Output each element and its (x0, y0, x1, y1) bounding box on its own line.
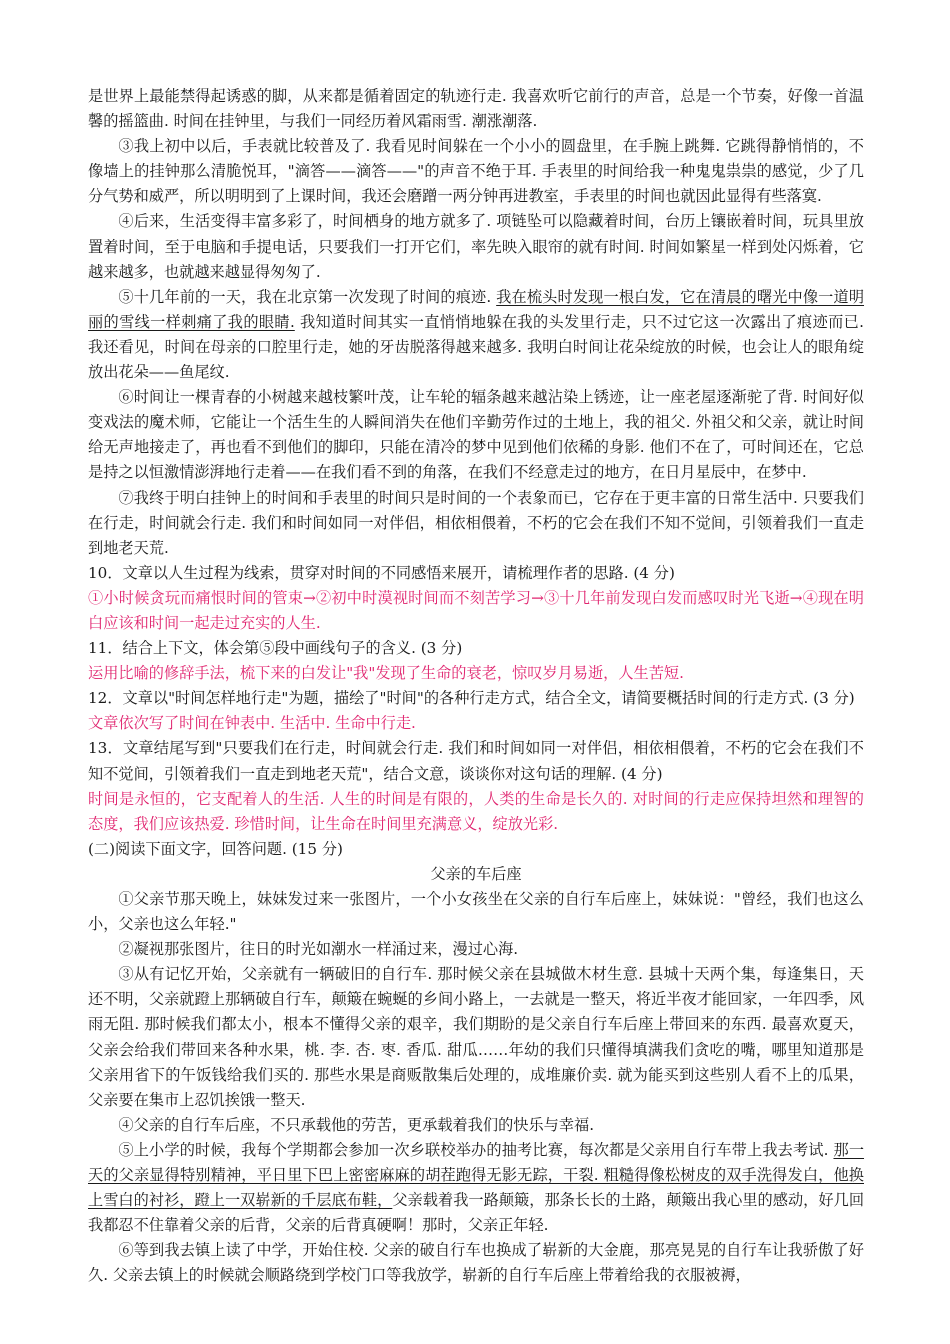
article-paragraph-2: ②凝视那张图片，往日的时光如潮水一样涌过来，漫过心海. (118, 940, 519, 959)
passage-paragraph-5 (88, 285, 864, 385)
passage-paragraph-3: ③我上初中以后，手表就比较普及了. 我看见时间躲在一个小小的圆盘里，在手腕上跳舞. 它跳得静悄悄的，不像墙上的挂钟那么清脆悦耳，"滴答——滴答——"的声音不绝于耳. 手表里的时间给我一种鬼鬼祟祟的感觉，少了几分气势和威严，所以明明到了上课时间，我还会磨蹭一两分钟再进教室，手表里的时间也就因此显得有些落寞. (88, 137, 864, 206)
article-underlined-sentence: 那一天的父亲显得特别精神，平日里下巴上密密麻麻的胡茬跑得无影无踪，干裂. 粗糙得像松树皮的双手洗得发白，他换上雪白的衬衫，蹬上一双崭新的千层底布鞋， (88, 1140, 865, 1210)
article-paragraph-6: ⑥等到我去镇上读了中学，开始住校. 父亲的破自行车也换成了崭新的大金鹿，那亮晃晃的自行车让我骄傲了好久. 父亲去镇上的时候就会顺路绕到学校门口等我放学，崭新的自行车后座上带着给我的衣服被褥， (88, 1241, 864, 1285)
answer-10: ①小时候贪玩而痛恨时间的管束→②初中时漠视时间而不刻苦学习→③十几年前发现白发而感叹时光飞逝→④现在明白应该和时间一起走过充实的人生. (88, 588, 864, 632)
passage-paragraph-6: ⑥时间让一棵青春的小树越来越枝繁叶茂，让车轮的辐条越来越沾染上锈迹，让一座老屋逐渐驼了背. 时间好似变戏法的魔术师，它能让一个活生生的人瞬间消失在他们辛勤劳作过的土地上，我的祖父. 外祖父和父亲，就让时间给无声地接走了，再也看不到他们的脚印，只能在清冷的梦中见到他们依稀的身影. 他们不在了，可时间还在，它总是持之以恒激情澎湃地行走着——在我们看不到的角落，在我们不经意走过的地方，在日月星辰中，在梦中. (88, 388, 864, 482)
passage-paragraph-7: ⑦我终于明白挂钟上的时间和手表里的时间只是时间的一个表象而已，它存在于更丰富的日常生活中. 只要我们在行走，时间就会行走. 我们和时间如同一对伴侣，相依相偎着，不朽的它会在我们不知不觉间，引领着我们一直走到地老天荒. (88, 488, 864, 557)
underlined-sentence: 我在梳头时发现一根白发，它在清晨的曙光中像一道明丽的雪线一样刺痛了我的眼睛. (88, 287, 865, 331)
question-10: 10．文章以人生过程为线索，贯穿对时间的不同感悟来展开，请梳理作者的思路. (4 分) (88, 563, 675, 582)
article-5-text-before: ⑤上小学的时候，我每个学期都会参加一次乡联校举办的抽考比赛，每次都是父亲用自行车带上我去考试. (118, 1140, 834, 1159)
article-paragraph-3: ③从有记忆开始，父亲就有一辆破旧的自行车. 那时候父亲在县城做木材生意. 县城十天两个集，每逢集日，天还不明，父亲就蹬上那辆破自行车，颠簸在蜿蜒的乡间小路上，一去就是一整天，将近半夜才能回家，一年四季，风雨无阻. 那时候我们都太小，根本不懂得父亲的艰辛，我们期盼的是父亲自行车后座上带回来的东西. 最喜欢夏天，父亲会给我们带回来各种水果，桃. 李. 杏. 枣. 香瓜. 甜瓜……年幼的我们只懂得填满我们贪吃的嘴，哪里知道那是父亲用省下的午饭钱给我们买的. 那些水果是商贩散集后处理的，成堆廉价卖. 就为能买到这些别人看不上的瓜果，父亲要在集市上忍饥挨饿一整天. (88, 965, 864, 1109)
passage-paragraph-4: ④后来，生活变得丰富多彩了，时间栖身的地方就多了. 项链坠可以隐藏着时间，台历上镶嵌着时间，玩具里放置着时间，至于电脑和手提电话，只要我们一打开它们，率先映入眼帘的就有时间. 时间如繁星一样到处闪烁着，它越来越多，也就越来越显得匆匆了. (88, 212, 864, 281)
section-heading: (二)阅读下面文字，回答问题. (15 分) (88, 839, 343, 858)
passage-paragraph-intro: 是世界上最能禁得起诱惑的脚，从来都是循着固定的轨迹行走. 我喜欢听它前行的声音，总是一个节奏，好像一首温馨的摇篮曲. 时间在挂钟里，与我们一同经历着风霜雨雪. 潮涨潮落. (88, 87, 864, 131)
article-title: 父亲的车后座 (430, 864, 522, 883)
question-12: 12．文章以"时间怎样地行走"为题，描绘了"时间"的各种行走方式，结合全文，请简要概括时间的行走方式. (3 分) (88, 689, 855, 708)
paragraph-5-text-after: 我知道时间其实一直悄悄地躲在我的头发里行走，只不过它这一次露出了痕迹而已. 我还看见，时间在母亲的口腔里行走，她的牙齿脱落得越来越多. 我明白时间让花朵绽放的时候，也会让人的眼角绽放出花朵——鱼尾纹. (88, 312, 865, 382)
paragraph-5-text-before: ⑤十几年前的一天，我在北京第一次发现了时间的痕迹. (118, 287, 497, 306)
answer-13: 时间是永恒的，它支配着人的生活. 人生的时间是有限的，人类的生命是长久的. 对时间的行走应保持坦然和理智的态度，我们应该热爱. 珍惜时间，让生命在时间里充满意义，绽放光彩. (88, 789, 864, 833)
article-paragraph-4: ④父亲的自行车后座，不只承载他的劳苦，更承载着我们的快乐与幸福. (118, 1115, 595, 1134)
article-paragraph-1: ①父亲节那天晚上，妹妹发过来一张图片，一个小女孩坐在父亲的自行车后座上，妹妹说："曾经，我们也这么小，父亲也这么年轻." (88, 890, 864, 934)
document-page (88, 84, 864, 1289)
article-paragraph-5 (88, 1138, 864, 1238)
question-13: 13．文章结尾写到"只要我们在行走，时间就会行走. 我们和时间如同一对伴侣，相依相偎着，不朽的它会在我们不知不觉间，引领着我们一直走到地老天荒"，结合文意，谈谈你对这句话的理解. (4 分) (88, 739, 864, 783)
answer-11: 运用比喻的修辞手法，梳下来的白发让"我"发现了生命的衰老，惊叹岁月易逝，人生苦短. (88, 664, 684, 683)
question-11: 11．结合上下文，体会第⑤段中画线句子的含义. (3 分) (88, 639, 463, 658)
answer-12: 文章依次写了时间在钟表中. 生活中. 生命中行走. (88, 714, 416, 733)
article-5-text-after: 父亲载着我一路颠簸，那条长长的土路，颠簸出我心里的感动，好几回我都忍不住靠着父亲的后背，父亲的后背真硬啊！那时，父亲正年轻. (88, 1191, 865, 1235)
